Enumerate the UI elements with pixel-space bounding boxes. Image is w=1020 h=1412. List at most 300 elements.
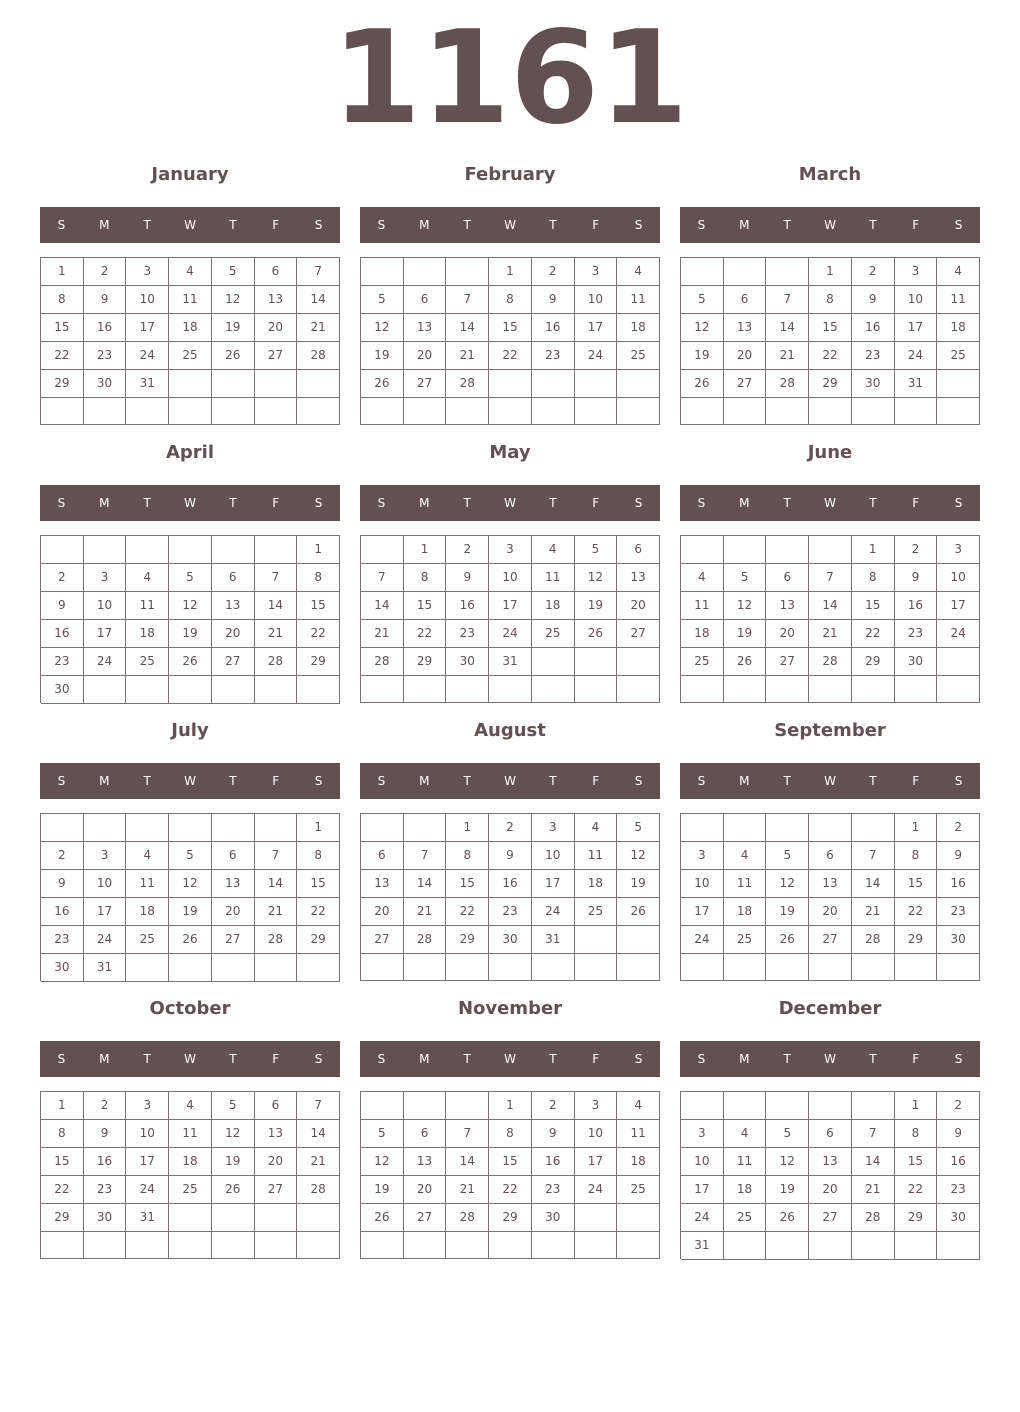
weekday-label: T — [869, 218, 877, 232]
day-cell: 15 — [41, 1148, 84, 1176]
day-cell — [41, 398, 84, 425]
day-cell: 22 — [809, 342, 852, 370]
weekday-label: S — [954, 496, 963, 510]
day-cell: 3 — [937, 536, 980, 564]
day-cell — [446, 398, 489, 425]
day-cell: 19 — [169, 898, 212, 926]
day-cell: 26 — [361, 370, 404, 398]
day-cell — [937, 954, 980, 981]
day-cell: 23 — [852, 342, 895, 370]
day-cell: 28 — [852, 926, 895, 954]
day-cell: 19 — [212, 1148, 255, 1176]
day-cell: 2 — [489, 814, 532, 842]
day-cell: 16 — [532, 1148, 575, 1176]
day-cell: 24 — [84, 648, 127, 676]
day-cell: 20 — [404, 342, 447, 370]
day-cell — [937, 1232, 980, 1260]
day-cell — [212, 398, 255, 425]
day-cell: 6 — [404, 1120, 447, 1148]
day-cell: 31 — [126, 370, 169, 398]
day-cell: 15 — [852, 592, 895, 620]
day-cell: 23 — [937, 898, 980, 926]
day-cell — [681, 536, 724, 564]
weekday-label: T — [783, 1052, 791, 1066]
day-cell: 20 — [724, 342, 767, 370]
day-cell — [297, 1232, 340, 1259]
day-cell: 6 — [617, 536, 660, 564]
day-cell: 30 — [895, 648, 938, 676]
weekday-label: S — [57, 774, 66, 788]
day-cell: 8 — [895, 842, 938, 870]
day-cell — [489, 676, 532, 703]
day-cell: 7 — [446, 1120, 489, 1148]
day-cell — [617, 954, 660, 981]
day-cell: 7 — [297, 258, 340, 286]
day-cell: 5 — [766, 842, 809, 870]
day-cell: 2 — [937, 1092, 980, 1120]
day-cell: 6 — [212, 564, 255, 592]
weekday-label: M — [739, 774, 750, 788]
day-cell: 26 — [575, 620, 618, 648]
day-cell: 15 — [489, 1148, 532, 1176]
weekday-label: F — [272, 774, 280, 788]
day-cell: 29 — [297, 926, 340, 954]
day-cell — [297, 954, 340, 982]
day-cell: 2 — [41, 564, 84, 592]
day-cell — [84, 814, 127, 842]
day-cell: 30 — [84, 1204, 127, 1232]
day-cell — [446, 258, 489, 286]
month-name: February — [464, 164, 556, 185]
day-cell — [41, 536, 84, 564]
day-cell: 10 — [937, 564, 980, 592]
day-cell: 6 — [766, 564, 809, 592]
day-cell: 22 — [404, 620, 447, 648]
day-cell — [169, 1232, 212, 1259]
day-cell: 14 — [766, 314, 809, 342]
day-cell: 6 — [255, 258, 298, 286]
day-cell: 1 — [809, 258, 852, 286]
day-cell: 14 — [809, 592, 852, 620]
day-cell: 21 — [446, 342, 489, 370]
weekday-label: M — [99, 218, 110, 232]
day-cell: 4 — [126, 842, 169, 870]
day-cell: 28 — [852, 1204, 895, 1232]
weekday-label: S — [634, 496, 643, 510]
day-cell — [724, 258, 767, 286]
day-cell: 20 — [212, 898, 255, 926]
weekday-label: F — [912, 1052, 920, 1066]
day-cell: 15 — [41, 314, 84, 342]
day-cell: 23 — [937, 1176, 980, 1204]
day-cell: 1 — [895, 1092, 938, 1120]
weekday-label: S — [377, 1052, 386, 1066]
day-cell: 4 — [126, 564, 169, 592]
weekday-label: T — [229, 774, 237, 788]
day-cell — [489, 954, 532, 981]
day-cell — [255, 1204, 298, 1232]
day-cell: 5 — [212, 258, 255, 286]
day-cell: 13 — [212, 592, 255, 620]
day-cell — [212, 536, 255, 564]
day-cell: 18 — [126, 620, 169, 648]
weekday-label: S — [377, 218, 386, 232]
weekday-label: M — [739, 218, 750, 232]
day-cell: 8 — [41, 1120, 84, 1148]
day-cell — [361, 954, 404, 981]
weekday-label: T — [143, 1052, 151, 1066]
day-cell: 26 — [681, 370, 724, 398]
day-cell — [575, 1204, 618, 1232]
day-cell — [766, 536, 809, 564]
day-cell: 8 — [809, 286, 852, 314]
day-cell: 9 — [895, 564, 938, 592]
day-cell: 29 — [895, 926, 938, 954]
day-cell: 7 — [809, 564, 852, 592]
day-cell: 1 — [404, 536, 447, 564]
day-cell — [937, 648, 980, 676]
day-cell: 13 — [724, 314, 767, 342]
day-cell — [169, 954, 212, 982]
day-cell: 18 — [169, 314, 212, 342]
day-cell — [361, 398, 404, 425]
day-cell — [404, 814, 447, 842]
day-cell: 1 — [895, 814, 938, 842]
weekday-label: M — [739, 496, 750, 510]
day-cell: 19 — [575, 592, 618, 620]
weekday-label: F — [592, 774, 600, 788]
day-cell: 19 — [212, 314, 255, 342]
day-cell: 27 — [617, 620, 660, 648]
day-cell: 7 — [852, 842, 895, 870]
day-cell — [809, 398, 852, 425]
weekday-header — [40, 207, 340, 243]
day-cell: 22 — [852, 620, 895, 648]
weekday-label: T — [549, 774, 557, 788]
day-cell — [575, 1232, 618, 1259]
day-cell: 23 — [446, 620, 489, 648]
day-cell: 26 — [766, 926, 809, 954]
day-cell: 12 — [169, 592, 212, 620]
day-cell: 1 — [41, 1092, 84, 1120]
day-cell: 17 — [575, 1148, 618, 1176]
day-cell: 2 — [895, 536, 938, 564]
month-name: March — [798, 164, 862, 185]
month-name: August — [474, 720, 546, 741]
weekday-header — [680, 1041, 980, 1077]
day-cell: 25 — [169, 342, 212, 370]
day-cell: 4 — [937, 258, 980, 286]
day-cell — [212, 954, 255, 982]
weekday-label: M — [739, 1052, 750, 1066]
day-cell — [255, 1232, 298, 1259]
weekday-label: T — [783, 496, 791, 510]
day-cell: 28 — [255, 926, 298, 954]
weekday-header — [360, 763, 660, 799]
day-cell: 3 — [681, 842, 724, 870]
day-cell: 30 — [937, 926, 980, 954]
day-cell: 6 — [361, 842, 404, 870]
day-cell — [681, 258, 724, 286]
day-cell: 19 — [617, 870, 660, 898]
weekday-label: W — [184, 774, 196, 788]
weekday-label: T — [549, 218, 557, 232]
day-cell: 26 — [361, 1204, 404, 1232]
day-cell: 26 — [617, 898, 660, 926]
month-name: May — [489, 442, 531, 463]
weekday-label: W — [504, 218, 516, 232]
day-cell — [766, 676, 809, 703]
day-cell: 15 — [404, 592, 447, 620]
day-cell: 1 — [489, 1092, 532, 1120]
day-cell — [212, 1204, 255, 1232]
weekday-header — [680, 207, 980, 243]
weekday-label: S — [697, 774, 706, 788]
day-cell — [617, 648, 660, 676]
day-cell: 12 — [766, 870, 809, 898]
day-cell: 16 — [446, 592, 489, 620]
day-cell: 11 — [575, 842, 618, 870]
day-cell: 21 — [766, 342, 809, 370]
days-grid — [360, 1091, 660, 1259]
day-cell: 8 — [446, 842, 489, 870]
day-cell: 17 — [126, 314, 169, 342]
month-name: April — [165, 442, 215, 463]
day-cell: 2 — [937, 814, 980, 842]
day-cell: 12 — [361, 1148, 404, 1176]
day-cell: 24 — [681, 1204, 724, 1232]
day-cell: 9 — [532, 1120, 575, 1148]
day-cell: 18 — [617, 314, 660, 342]
day-cell: 26 — [724, 648, 767, 676]
day-cell — [895, 398, 938, 425]
day-cell: 27 — [809, 1204, 852, 1232]
day-cell: 22 — [895, 898, 938, 926]
day-cell: 12 — [169, 870, 212, 898]
day-cell: 18 — [681, 620, 724, 648]
day-cell — [724, 954, 767, 981]
day-cell: 6 — [809, 842, 852, 870]
day-cell: 17 — [126, 1148, 169, 1176]
day-cell: 21 — [852, 1176, 895, 1204]
weekday-label: T — [783, 774, 791, 788]
day-cell — [404, 1232, 447, 1259]
day-cell: 25 — [681, 648, 724, 676]
day-cell: 11 — [617, 1120, 660, 1148]
day-cell: 8 — [297, 842, 340, 870]
weekday-label: W — [184, 1052, 196, 1066]
day-cell — [681, 814, 724, 842]
day-cell — [84, 398, 127, 425]
day-cell: 16 — [84, 314, 127, 342]
day-cell: 23 — [489, 898, 532, 926]
day-cell — [937, 398, 980, 425]
day-cell: 24 — [937, 620, 980, 648]
day-cell: 22 — [41, 1176, 84, 1204]
day-cell — [169, 398, 212, 425]
day-cell: 18 — [617, 1148, 660, 1176]
month-name: November — [457, 998, 563, 1019]
day-cell — [724, 1092, 767, 1120]
day-cell — [126, 398, 169, 425]
day-cell: 4 — [724, 842, 767, 870]
days-grid — [40, 535, 340, 703]
day-cell — [169, 536, 212, 564]
day-cell: 3 — [575, 258, 618, 286]
day-cell: 5 — [617, 814, 660, 842]
weekday-label: S — [57, 496, 66, 510]
day-cell: 30 — [84, 370, 127, 398]
day-cell: 10 — [126, 1120, 169, 1148]
weekday-label: F — [592, 1052, 600, 1066]
day-cell: 13 — [255, 286, 298, 314]
day-cell: 27 — [404, 1204, 447, 1232]
day-cell: 31 — [84, 954, 127, 982]
day-cell: 3 — [84, 842, 127, 870]
day-cell: 5 — [681, 286, 724, 314]
day-cell: 22 — [297, 620, 340, 648]
day-cell: 4 — [617, 1092, 660, 1120]
weekday-label: S — [634, 774, 643, 788]
weekday-header — [360, 1041, 660, 1077]
day-cell — [489, 1232, 532, 1259]
day-cell: 5 — [169, 564, 212, 592]
day-cell — [895, 954, 938, 981]
weekday-label: M — [419, 218, 430, 232]
day-cell: 4 — [169, 1092, 212, 1120]
day-cell: 1 — [297, 536, 340, 564]
day-cell — [532, 648, 575, 676]
day-cell: 31 — [489, 648, 532, 676]
day-cell — [724, 1232, 767, 1260]
day-cell — [532, 1232, 575, 1259]
weekday-header — [680, 763, 980, 799]
weekday-label: T — [783, 218, 791, 232]
day-cell: 30 — [852, 370, 895, 398]
day-cell: 2 — [446, 536, 489, 564]
day-cell: 23 — [41, 926, 84, 954]
day-cell: 17 — [84, 898, 127, 926]
day-cell: 26 — [766, 1204, 809, 1232]
day-cell — [852, 676, 895, 703]
day-cell: 14 — [297, 1120, 340, 1148]
day-cell: 15 — [489, 314, 532, 342]
day-cell: 25 — [937, 342, 980, 370]
day-cell: 16 — [41, 620, 84, 648]
day-cell: 5 — [361, 286, 404, 314]
day-cell: 16 — [937, 870, 980, 898]
day-cell: 20 — [809, 1176, 852, 1204]
weekday-label: S — [954, 218, 963, 232]
day-cell: 7 — [255, 564, 298, 592]
weekday-label: F — [272, 1052, 280, 1066]
day-cell: 25 — [575, 898, 618, 926]
day-cell: 1 — [489, 258, 532, 286]
day-cell: 21 — [255, 620, 298, 648]
day-cell — [724, 814, 767, 842]
day-cell: 11 — [532, 564, 575, 592]
day-cell — [617, 1204, 660, 1232]
day-cell: 29 — [404, 648, 447, 676]
weekday-label: F — [912, 496, 920, 510]
month-name: December — [778, 998, 882, 1019]
day-cell: 29 — [41, 370, 84, 398]
day-cell — [724, 536, 767, 564]
day-cell — [681, 1092, 724, 1120]
day-cell: 1 — [41, 258, 84, 286]
day-cell: 9 — [852, 286, 895, 314]
day-cell: 13 — [766, 592, 809, 620]
day-cell: 16 — [489, 870, 532, 898]
day-cell — [809, 954, 852, 981]
day-cell: 29 — [489, 1204, 532, 1232]
day-cell: 14 — [446, 314, 489, 342]
day-cell: 9 — [41, 870, 84, 898]
day-cell: 18 — [575, 870, 618, 898]
weekday-label: T — [463, 774, 471, 788]
day-cell: 26 — [169, 926, 212, 954]
weekday-label: S — [954, 774, 963, 788]
day-cell: 4 — [681, 564, 724, 592]
day-cell — [681, 954, 724, 981]
weekday-label: S — [314, 496, 323, 510]
days-grid — [360, 535, 660, 703]
weekday-label: W — [184, 496, 196, 510]
weekday-label: S — [377, 774, 386, 788]
day-cell: 4 — [575, 814, 618, 842]
day-cell — [852, 1092, 895, 1120]
day-cell: 17 — [895, 314, 938, 342]
day-cell — [724, 398, 767, 425]
day-cell: 11 — [617, 286, 660, 314]
day-cell: 9 — [84, 1120, 127, 1148]
day-cell: 11 — [169, 1120, 212, 1148]
day-cell — [852, 398, 895, 425]
day-cell: 20 — [404, 1176, 447, 1204]
day-cell — [766, 814, 809, 842]
weekday-label: M — [99, 1052, 110, 1066]
day-cell: 31 — [532, 926, 575, 954]
day-cell: 20 — [255, 1148, 298, 1176]
day-cell: 20 — [255, 314, 298, 342]
day-cell: 28 — [361, 648, 404, 676]
day-cell — [41, 814, 84, 842]
day-cell: 30 — [446, 648, 489, 676]
day-cell: 24 — [575, 342, 618, 370]
day-cell — [575, 676, 618, 703]
day-cell: 17 — [681, 1176, 724, 1204]
day-cell: 3 — [84, 564, 127, 592]
day-cell: 9 — [532, 286, 575, 314]
day-cell — [617, 370, 660, 398]
weekday-label: S — [314, 774, 323, 788]
day-cell: 9 — [489, 842, 532, 870]
day-cell — [297, 1204, 340, 1232]
weekday-header — [40, 485, 340, 521]
day-cell: 28 — [297, 1176, 340, 1204]
day-cell: 25 — [126, 648, 169, 676]
weekday-label: W — [184, 218, 196, 232]
day-cell: 3 — [895, 258, 938, 286]
day-cell — [681, 398, 724, 425]
day-cell: 24 — [532, 898, 575, 926]
weekday-label: T — [869, 496, 877, 510]
day-cell: 18 — [724, 1176, 767, 1204]
weekday-label: W — [504, 1052, 516, 1066]
day-cell — [575, 370, 618, 398]
day-cell — [489, 370, 532, 398]
weekday-header — [40, 1041, 340, 1077]
